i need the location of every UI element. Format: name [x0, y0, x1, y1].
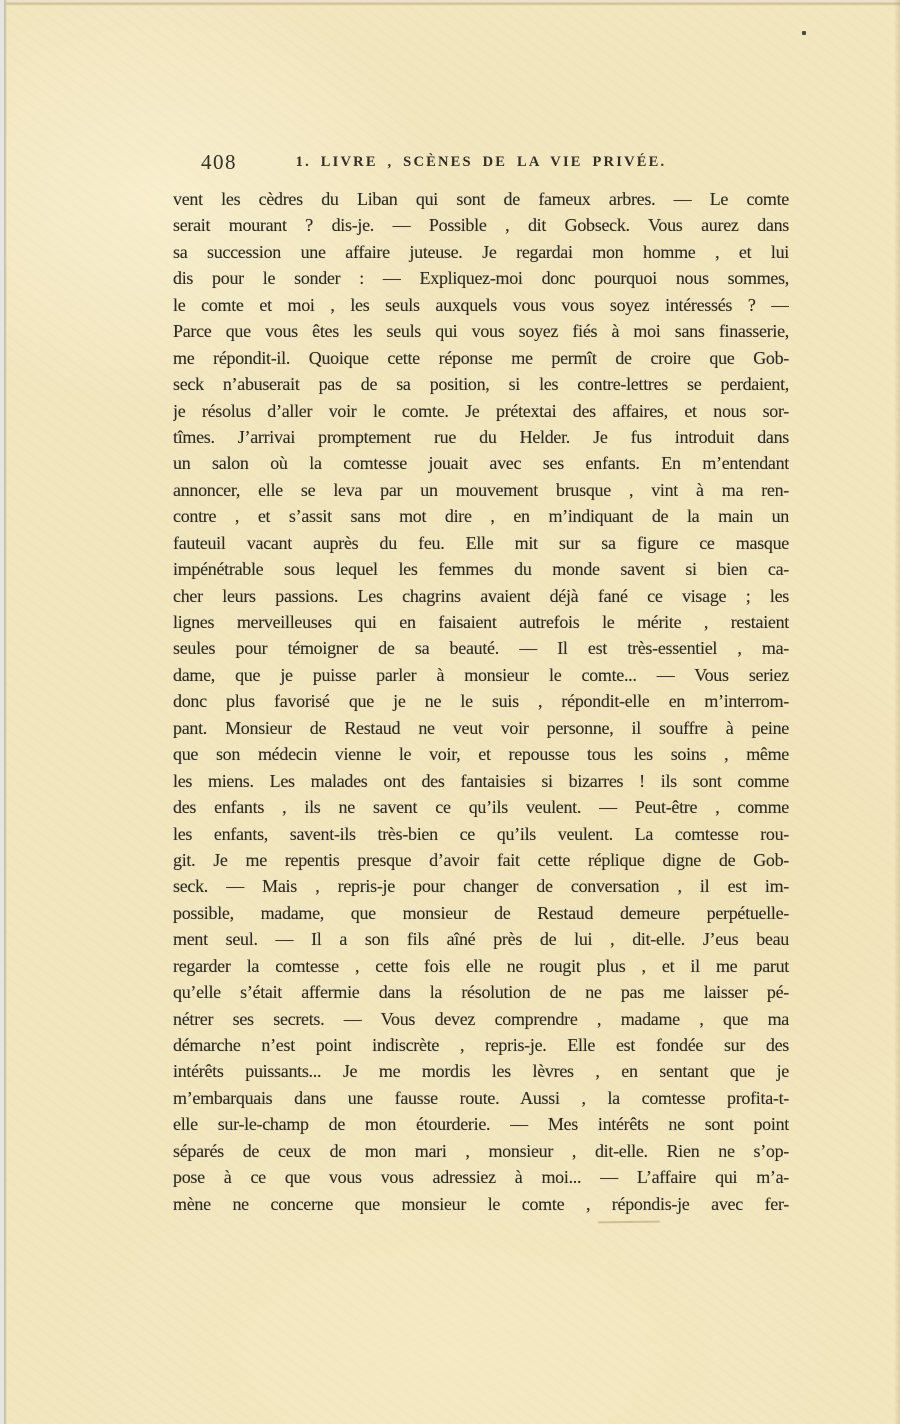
body-text-line: le comte et moi , les seuls auxquels vous vous soyez intéressés ? —: [173, 294, 789, 315]
body-text-line: seck. — Mais , repris-je pour changer de conversation , il est im-: [173, 876, 789, 897]
body-text-line: nétrer ses secrets. — Vous devez comprendre , madame , que ma: [173, 1008, 789, 1029]
body-text-line: seck n’abuserait pas de sa position, si les contre-lettres se perdaient,: [173, 374, 789, 395]
body-text-line: git. Je me repentis presque d’avoir fait cette réplique digne de Gob-: [173, 849, 789, 870]
body-text-line: vent les cèdres du Liban qui sont de fameux arbres. — Le comte: [173, 189, 789, 209]
scan-artifact-line: [598, 1221, 660, 1224]
body-text-line: annoncer, elle se leva par un mouvement brusque , vint à ma ren-: [173, 479, 789, 500]
body-text-line: dis pour le sonder : — Expliquez-moi donc pourquoi nous sommes,: [173, 268, 789, 289]
body-text-line: pose à ce que vous vous adressiez à moi... — L’affaire qui m’a-: [173, 1167, 789, 1188]
body-text-line: impénétrable sous lequel les femmes du monde savent si bien ca-: [173, 559, 789, 580]
body-text-line: regarder la comtesse , cette fois elle ne rougit plus , et il me parut: [173, 955, 789, 976]
page-right-edge: [894, 0, 900, 1424]
ink-speck: [802, 31, 806, 35]
body-text-line: sa succession une affaire juteuse. Je regardai mon homme , et lui: [173, 241, 789, 262]
body-text-line: ment seul. — Il a son fils aîné près de lui , dit-elle. J’eus beau: [173, 929, 789, 950]
body-text-line: dame, que je puisse parler à monsieur le comte... — Vous seriez: [173, 664, 789, 685]
body-text-line: serait mourant ? dis-je. — Possible , dit Gobseck. Vous aurez dans: [173, 215, 789, 236]
body-text-line: seules pour témoigner de sa beauté. — Il est très-essentiel , ma-: [173, 638, 789, 659]
page-header: [173, 148, 789, 180]
body-text-line: démarche n’est point indiscrète , repris-je. Elle est fondée sur des: [173, 1035, 789, 1055]
body-text-line: intérêts puissants... Je me mordis les lèvres , en sentant que je: [173, 1061, 789, 1082]
body-text-line: qu’elle s’était affermie dans la résolution de ne pas me laisser pé-: [173, 982, 789, 1003]
body-text-block: [173, 186, 789, 1217]
body-text-line: les miens. Les malades ont des fantaisies si bizarres ! ils sont comme: [173, 770, 789, 791]
body-text-line: des enfants , ils ne savent ce qu’ils veulent. — Peut-être , comme: [173, 797, 789, 818]
body-text-line: me répondit-il. Quoique cette réponse me permît de croire que Gob-: [173, 347, 789, 368]
running-title: 1. LIVRE , SCÈNES DE LA VIE PRIVÉE.: [295, 154, 667, 170]
body-text-line: elle sur-le-champ de mon étourderie. — Mes intérêts ne sont point: [173, 1114, 789, 1135]
body-text-line: séparés de ceux de mon mari , monsieur , dit-elle. Rien ne s’op-: [173, 1140, 789, 1161]
body-text-line: tîmes. J’arrivai promptement rue du Helder. Je fus introduit dans: [173, 426, 789, 447]
body-text-line: les enfants, savent-ils très-bien ce qu’ils veulent. La comtesse rou-: [173, 823, 789, 844]
body-text-line: mène ne concerne que monsieur le comte , répondis-je avec fer-: [173, 1193, 789, 1214]
body-text-line: possible, madame, que monsieur de Restaud demeure perpétuelle-: [173, 902, 789, 923]
body-text-line: Parce que vous êtes les seuls qui vous soyez fiés à moi sans finasserie,: [173, 321, 789, 342]
body-text-line: un salon où la comtesse jouait avec ses enfants. En m’entendant: [173, 453, 789, 474]
page-number: 408: [201, 150, 237, 174]
body-text-line: fauteuil vacant auprès du feu. Elle mit sur sa figure ce masque: [173, 532, 789, 553]
body-text-line: que son médecin vienne le voir, et repousse tous les soins , même: [173, 744, 789, 765]
body-text-line: je résolus d’aller voir le comte. Je prétextai des affaires, et nous sor-: [173, 400, 789, 421]
body-text-line: donc plus favorisé que je ne le suis , répondit-elle en m’interrom-: [173, 691, 789, 712]
body-text-line: pant. Monsieur de Restaud ne veut voir personne, il souffre à peine: [173, 717, 789, 738]
body-text-line: m’embarquais dans une fausse route. Aussi , la comtesse profita-t-: [173, 1087, 789, 1108]
body-text-line: cher leurs passions. Les chagrins avaient déjà fané ce visage ; les: [173, 585, 789, 606]
body-text-line: contre , et s’assit sans mot dire , en m’indiquant de la main un: [173, 506, 789, 527]
body-text-line: lignes merveilleuses qui en faisaient autrefois le mérite , restaient: [173, 612, 789, 632]
page-top-edge: [0, 0, 900, 7]
scan-left-edge: [0, 0, 7, 1424]
